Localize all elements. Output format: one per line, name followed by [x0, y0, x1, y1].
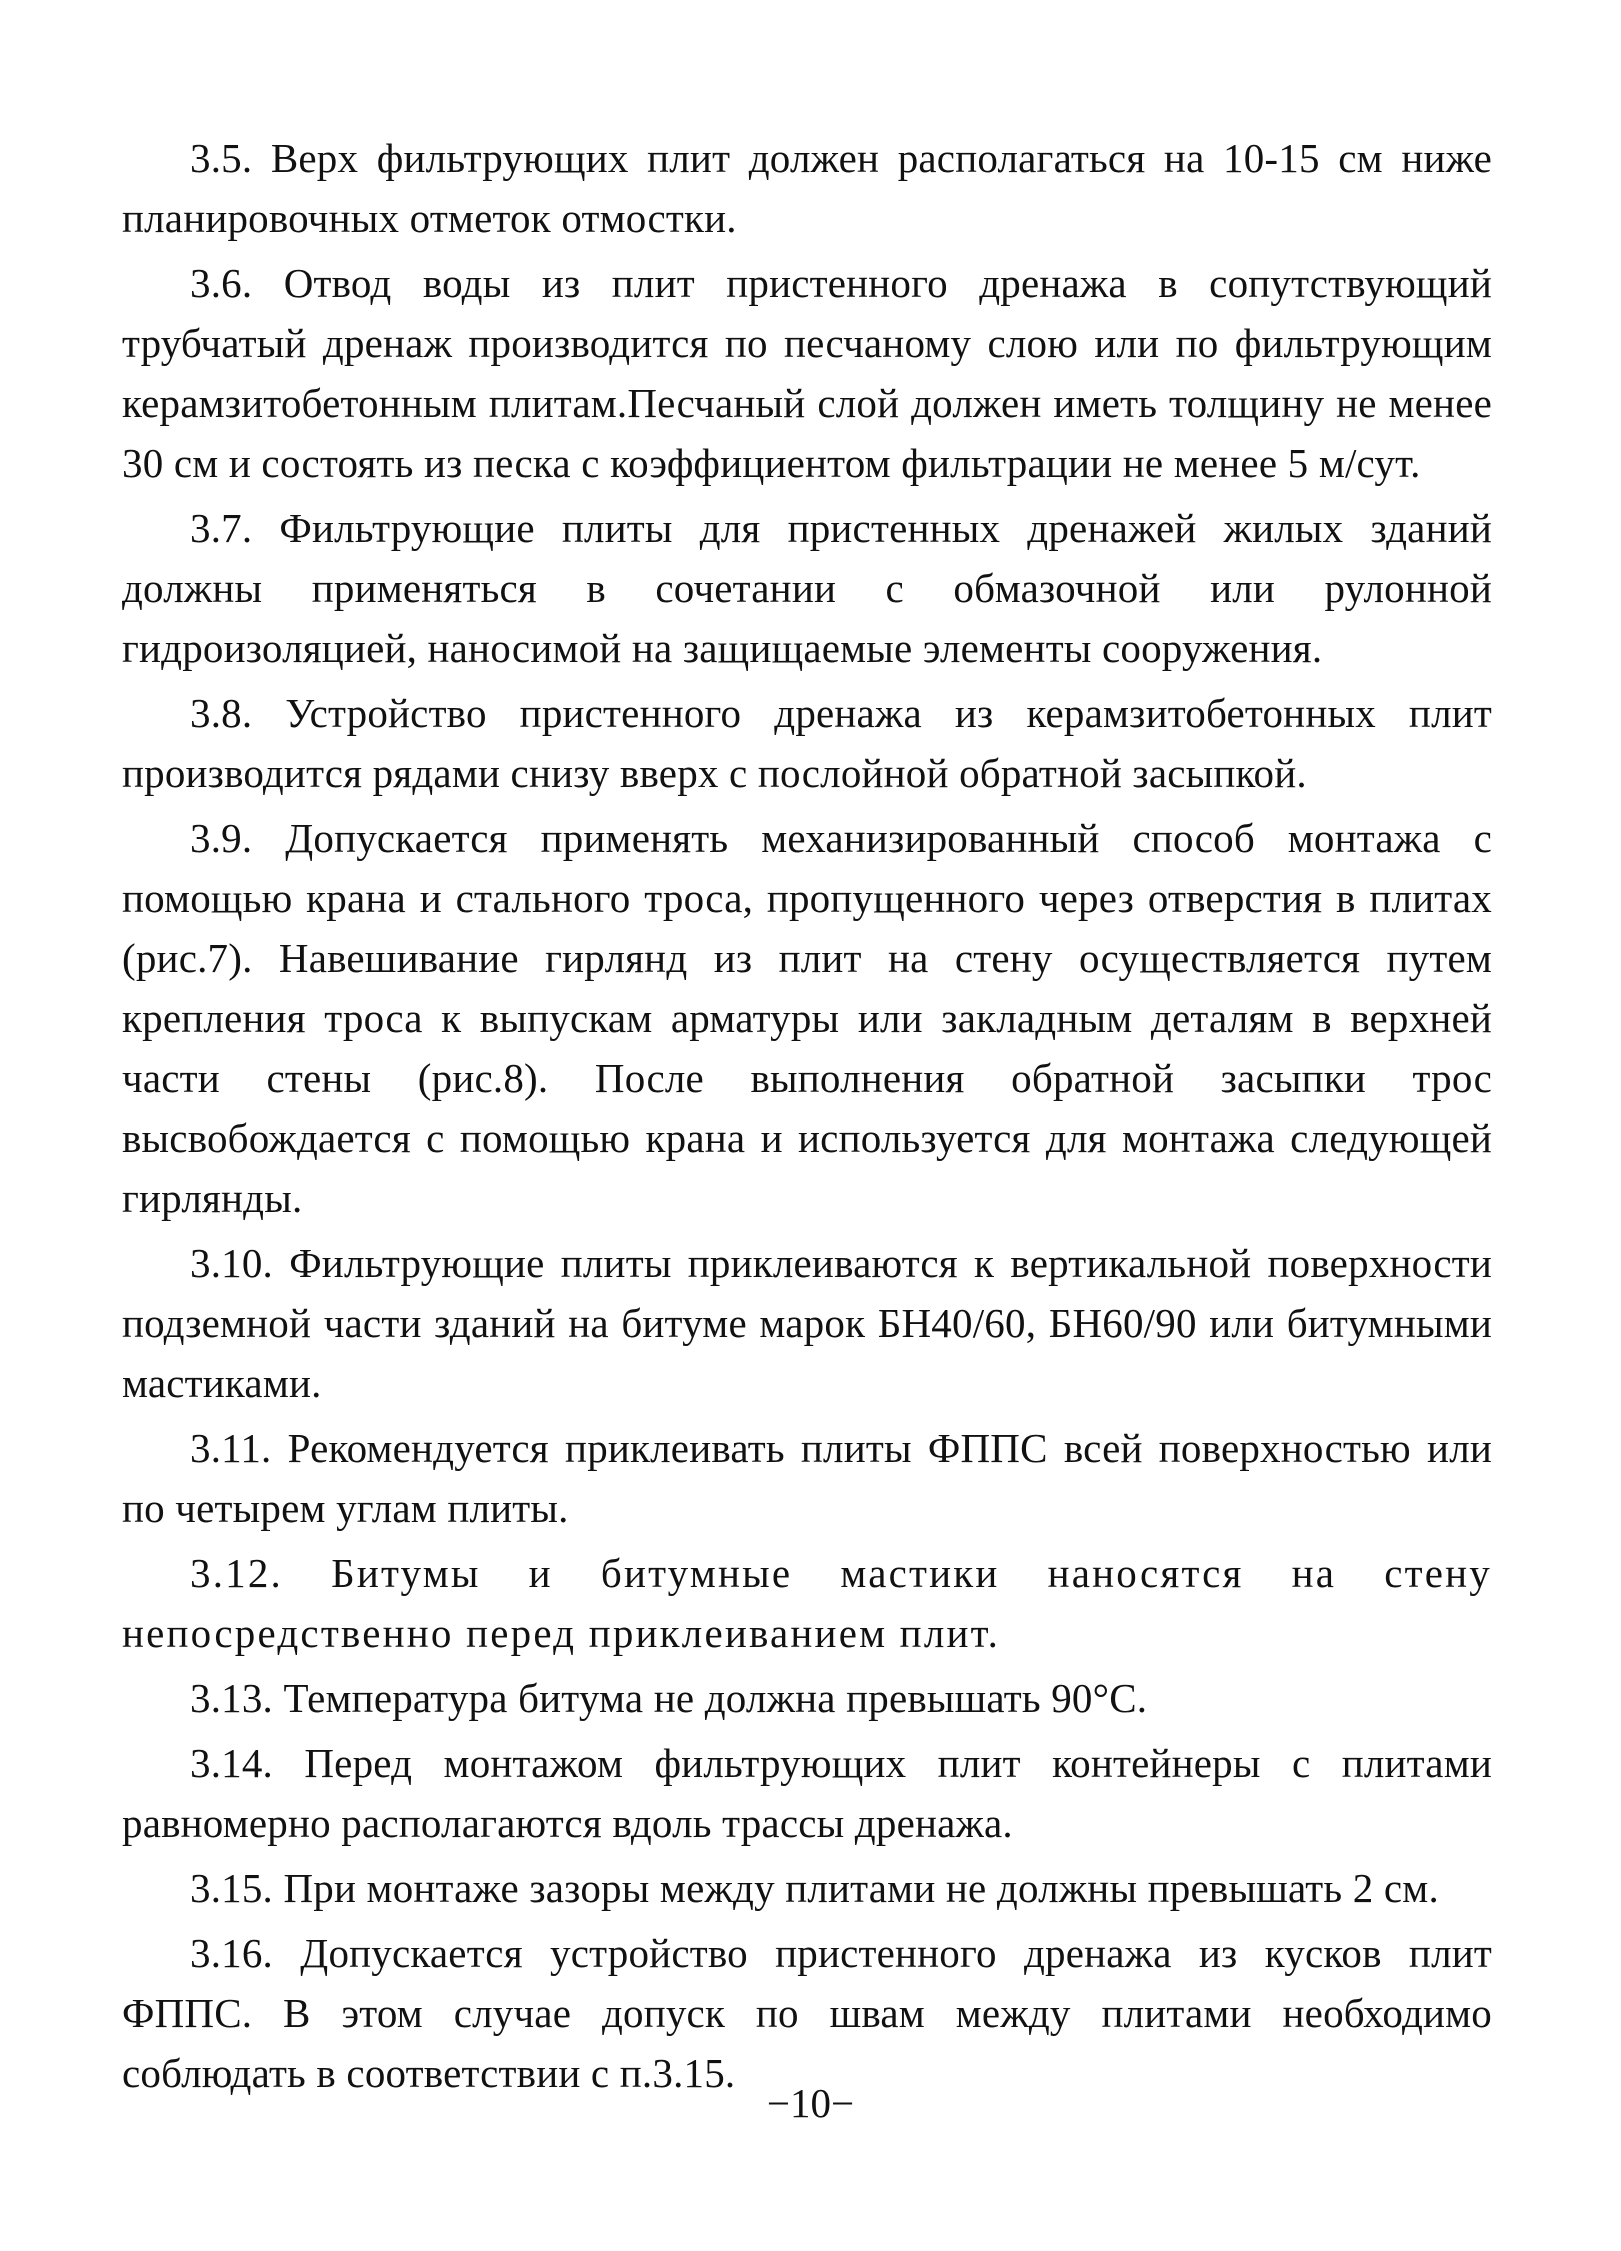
paragraph-3-11: 3.11. Рекомендуется приклеивать плиты ФППС всей поверхностью или по четырем углам плиты.	[122, 1425, 1492, 1531]
paragraph-3-16: 3.16. Допускается устройство пристенного дренажа из кусков плит ФППС. В этом случае допуск по швам между плитами необходимо соблюдать в соответствии с п.3.15.	[122, 1930, 1492, 2096]
document-body	[122, 128, 1492, 2108]
paragraph-3-8: 3.8. Устройство пристенного дренажа из керамзитобетонных плит производится рядами снизу вверх с послойной обратной засыпкой.	[122, 690, 1492, 796]
page-number: −10−	[766, 2080, 855, 2126]
paragraph-3-9: 3.9. Допускается применять механизированный способ монтажа с помощью крана и стального троса, пропущенного через отверстия в плитах (рис.7). Навешивание гирлянд из плит на стену осуществляется путем крепления троса к выпускам арматуры или закладным деталям в верхней части стены (рис.8). После выполнения обратной засыпки трос высвобождается с помощью крана и используется для монтажа следующей гирлянды.	[122, 815, 1492, 1221]
paragraph-3-7: 3.7. Фильтрующие плиты для пристенных дренажей жилых зданий должны применяться в сочетании с обмазочной или рулонной гидроизоляцией, наносимой на защищаемые элементы сооружения.	[122, 505, 1492, 671]
paragraph-3-13: 3.13. Температура битума не должна превышать 90°С.	[190, 1675, 1148, 1721]
paragraph-3-6: 3.6. Отвод воды из плит пристенного дренажа в сопутствующий трубчатый дренаж производится по песчаному слою или по фильтрующим керамзитобетонным плитам.Песчаный слой должен иметь толщину не менее 30 см и состоять из песка с коэффициентом фильтрации не менее 5 м/сут.	[122, 260, 1492, 486]
paragraph-3-5: 3.5. Верх фильтрующих плит должен располагаться на 10-15 см ниже планировочных отметок отмостки.	[122, 135, 1492, 241]
paragraph-3-15: 3.15. При монтаже зазоры между плитами не должны превышать 2 см.	[190, 1865, 1439, 1911]
paragraph-3-10: 3.10. Фильтрующие плиты приклеиваются к вертикальной поверхности подземной части зданий на битуме марок БН40/60, БН60/90 или битумными мастиками.	[122, 1240, 1492, 1406]
paragraph-3-12: 3.12. Битумы и битумные мастики наносятся на стену непосредственно перед приклеиванием плит.	[122, 1550, 1492, 1656]
paragraph-3-14: 3.14. Перед монтажом фильтрующих плит контейнеры с плитами равномерно располагаются вдоль трассы дренажа.	[122, 1740, 1492, 1846]
